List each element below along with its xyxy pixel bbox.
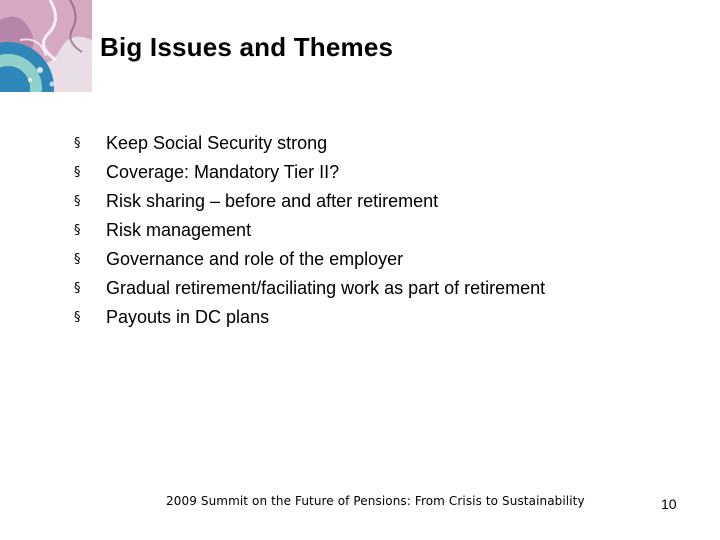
bullet-text: Governance and role of the employer: [106, 249, 404, 269]
list-item: [74, 129, 545, 158]
decorative-corner-artwork: [0, 0, 92, 92]
bullet-icon: §: [74, 223, 81, 238]
bullet-text: Risk sharing – before and after retirement: [106, 191, 439, 211]
page-number: 10: [661, 496, 677, 512]
bullet-icon: §: [74, 310, 81, 325]
list-item: [74, 274, 545, 303]
list-item: [74, 245, 545, 274]
bullet-icon: §: [74, 252, 81, 267]
list-item: [74, 216, 545, 245]
bullet-icon: §: [74, 194, 81, 209]
bullet-text: Payouts in DC plans: [106, 307, 270, 327]
bullet-list: [74, 129, 545, 332]
bullet-text: Coverage: Mandatory Tier II?: [106, 162, 340, 182]
bullet-text: Gradual retirement/faciliating work as part of retirement: [106, 278, 546, 298]
footer-text: 2009 Summit on the Future of Pensions: From Crisis to Sustainability: [166, 494, 585, 508]
bullet-icon: §: [74, 281, 81, 296]
bullet-text: Keep Social Security strong: [106, 133, 328, 153]
bullet-text: Risk management: [106, 220, 252, 240]
bullet-icon: §: [74, 136, 81, 151]
list-item: [74, 187, 545, 216]
bullet-icon: §: [74, 165, 81, 180]
list-item: [74, 303, 545, 332]
slide-title: Big Issues and Themes: [100, 32, 394, 62]
list-item: [74, 158, 545, 187]
